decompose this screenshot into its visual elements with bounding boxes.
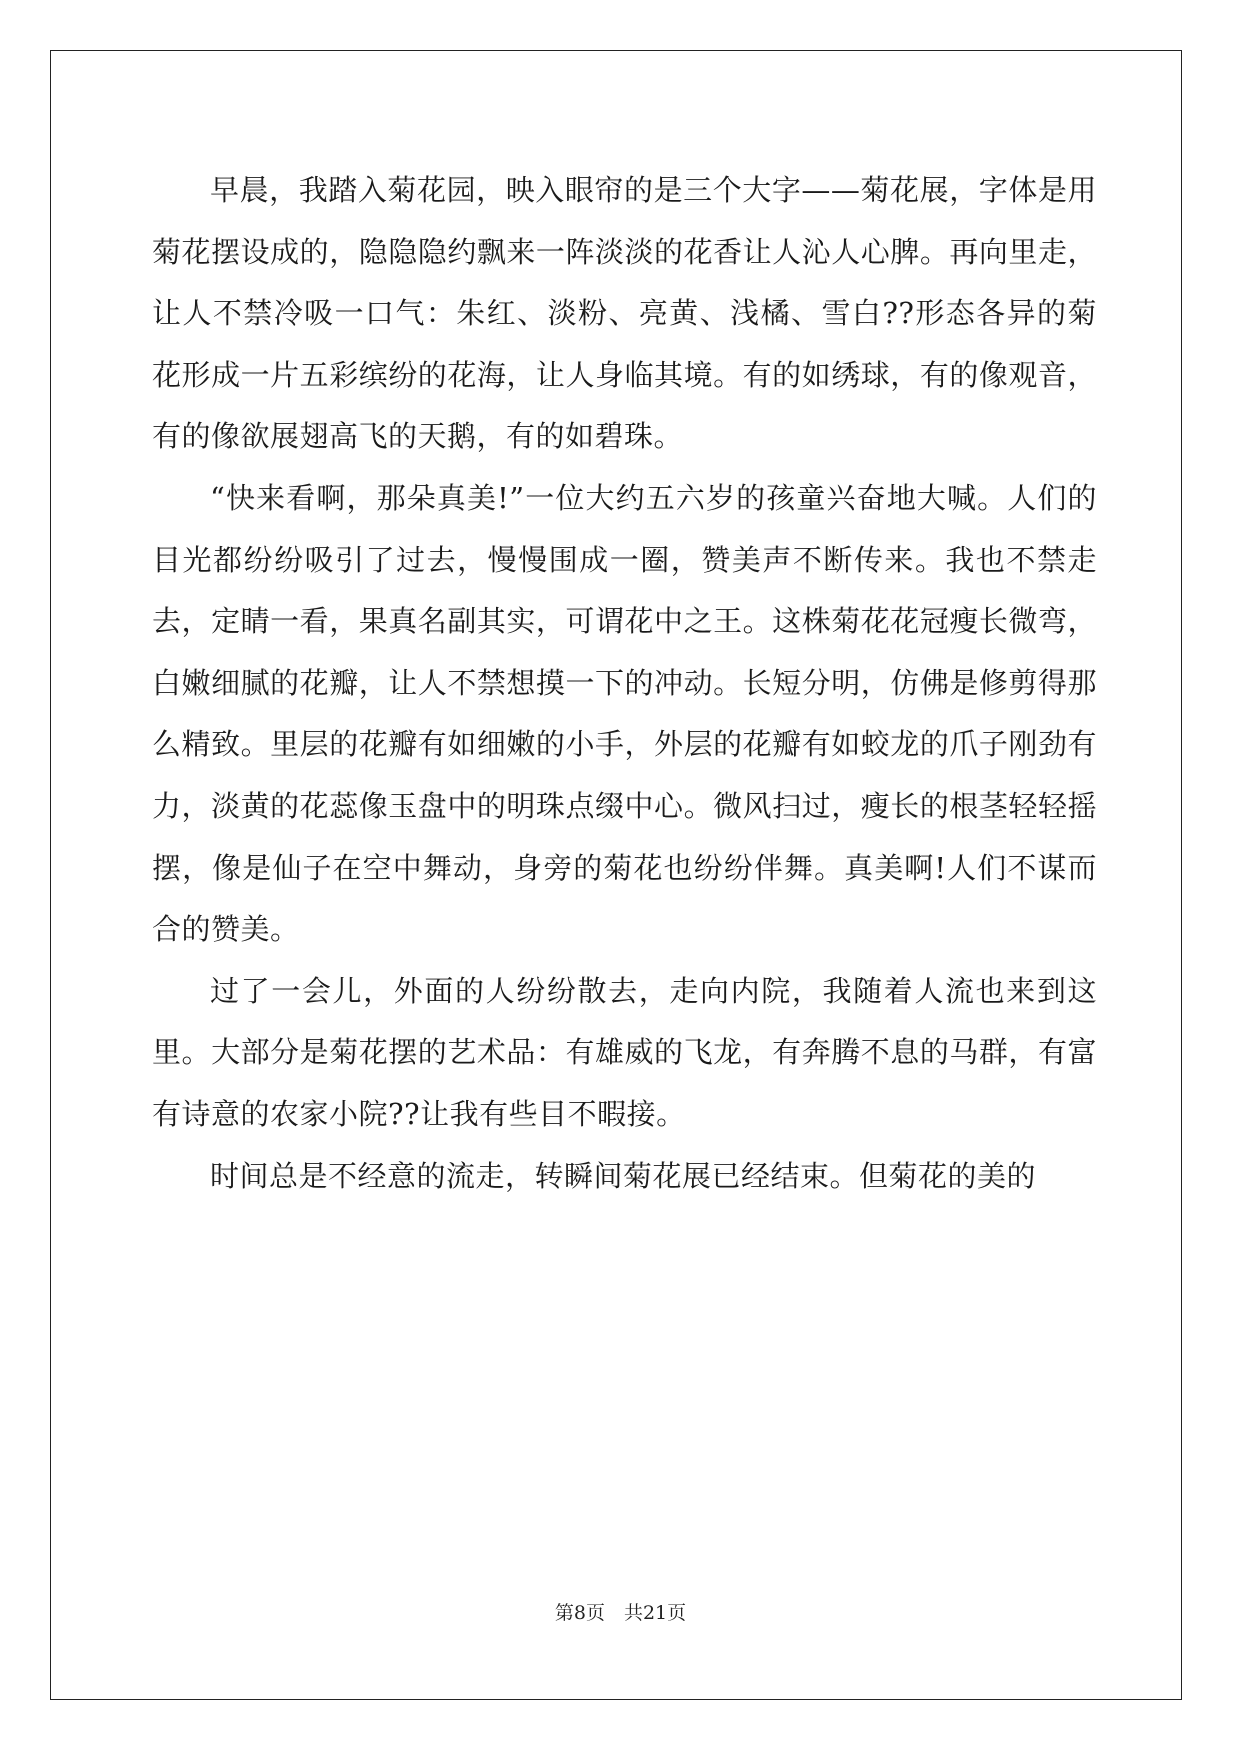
page-number-footer: 第8页 共21页 bbox=[554, 1602, 687, 1624]
paragraph-4: 时间总是不经意的流走，转瞬间菊花展已经结束。但菊花的美的 bbox=[210, 1158, 1037, 1193]
paragraph-3: 过了一会儿，外面的人纷纷散去，走向内院，我随着人流也来到这里。大部分是菊花摆的艺术品：有雄威的飞龙，有奔腾不息的马群，有富有诗意的农家小院??让我有些目不暇接。 bbox=[152, 973, 1097, 1131]
paragraph-1: 早晨，我踏入菊花园，映入眼帘的是三个大字——菊花展，字体是用菊花摆设成的，隐隐隐约飘来一阵淡淡的花香让人沁人心脾。再向里走，让人不禁冷吸一口气：朱红、淡粉、亮黄、浅橘、雪白??形态各异的菊花形成一片五彩缤纷的花海，让人身临其境。有的如绣球，有的像观音，有的像欲展翅高飞的天鹅，有的如碧珠。 bbox=[152, 173, 1097, 454]
paragraph-2: “快来看啊，那朵真美!”一位大约五六岁的孩童兴奋地大喊。人们的目光都纷纷吸引了过去，慢慢围成一圈，赞美声不断传来。我也不禁走去，定睛一看，果真名副其实，可谓花中之王。这株菊花花冠瘦长微弯，白嫩细腻的花瓣，让人不禁想摸一下的冲动。长短分明，仿佛是修剪得那么精致。里层的花瓣有如细嫩的小手，外层的花瓣有如蛟龙的爪子刚劲有力，淡黄的花蕊像玉盘中的明珠点缀中心。微风扫过，瘦长的根茎轻轻摇摆，像是仙子在空中舞动，身旁的菊花也纷纷伴舞。真美啊!人们不谋而合的赞美。 bbox=[152, 480, 1097, 947]
document-body bbox=[152, 160, 1097, 1207]
